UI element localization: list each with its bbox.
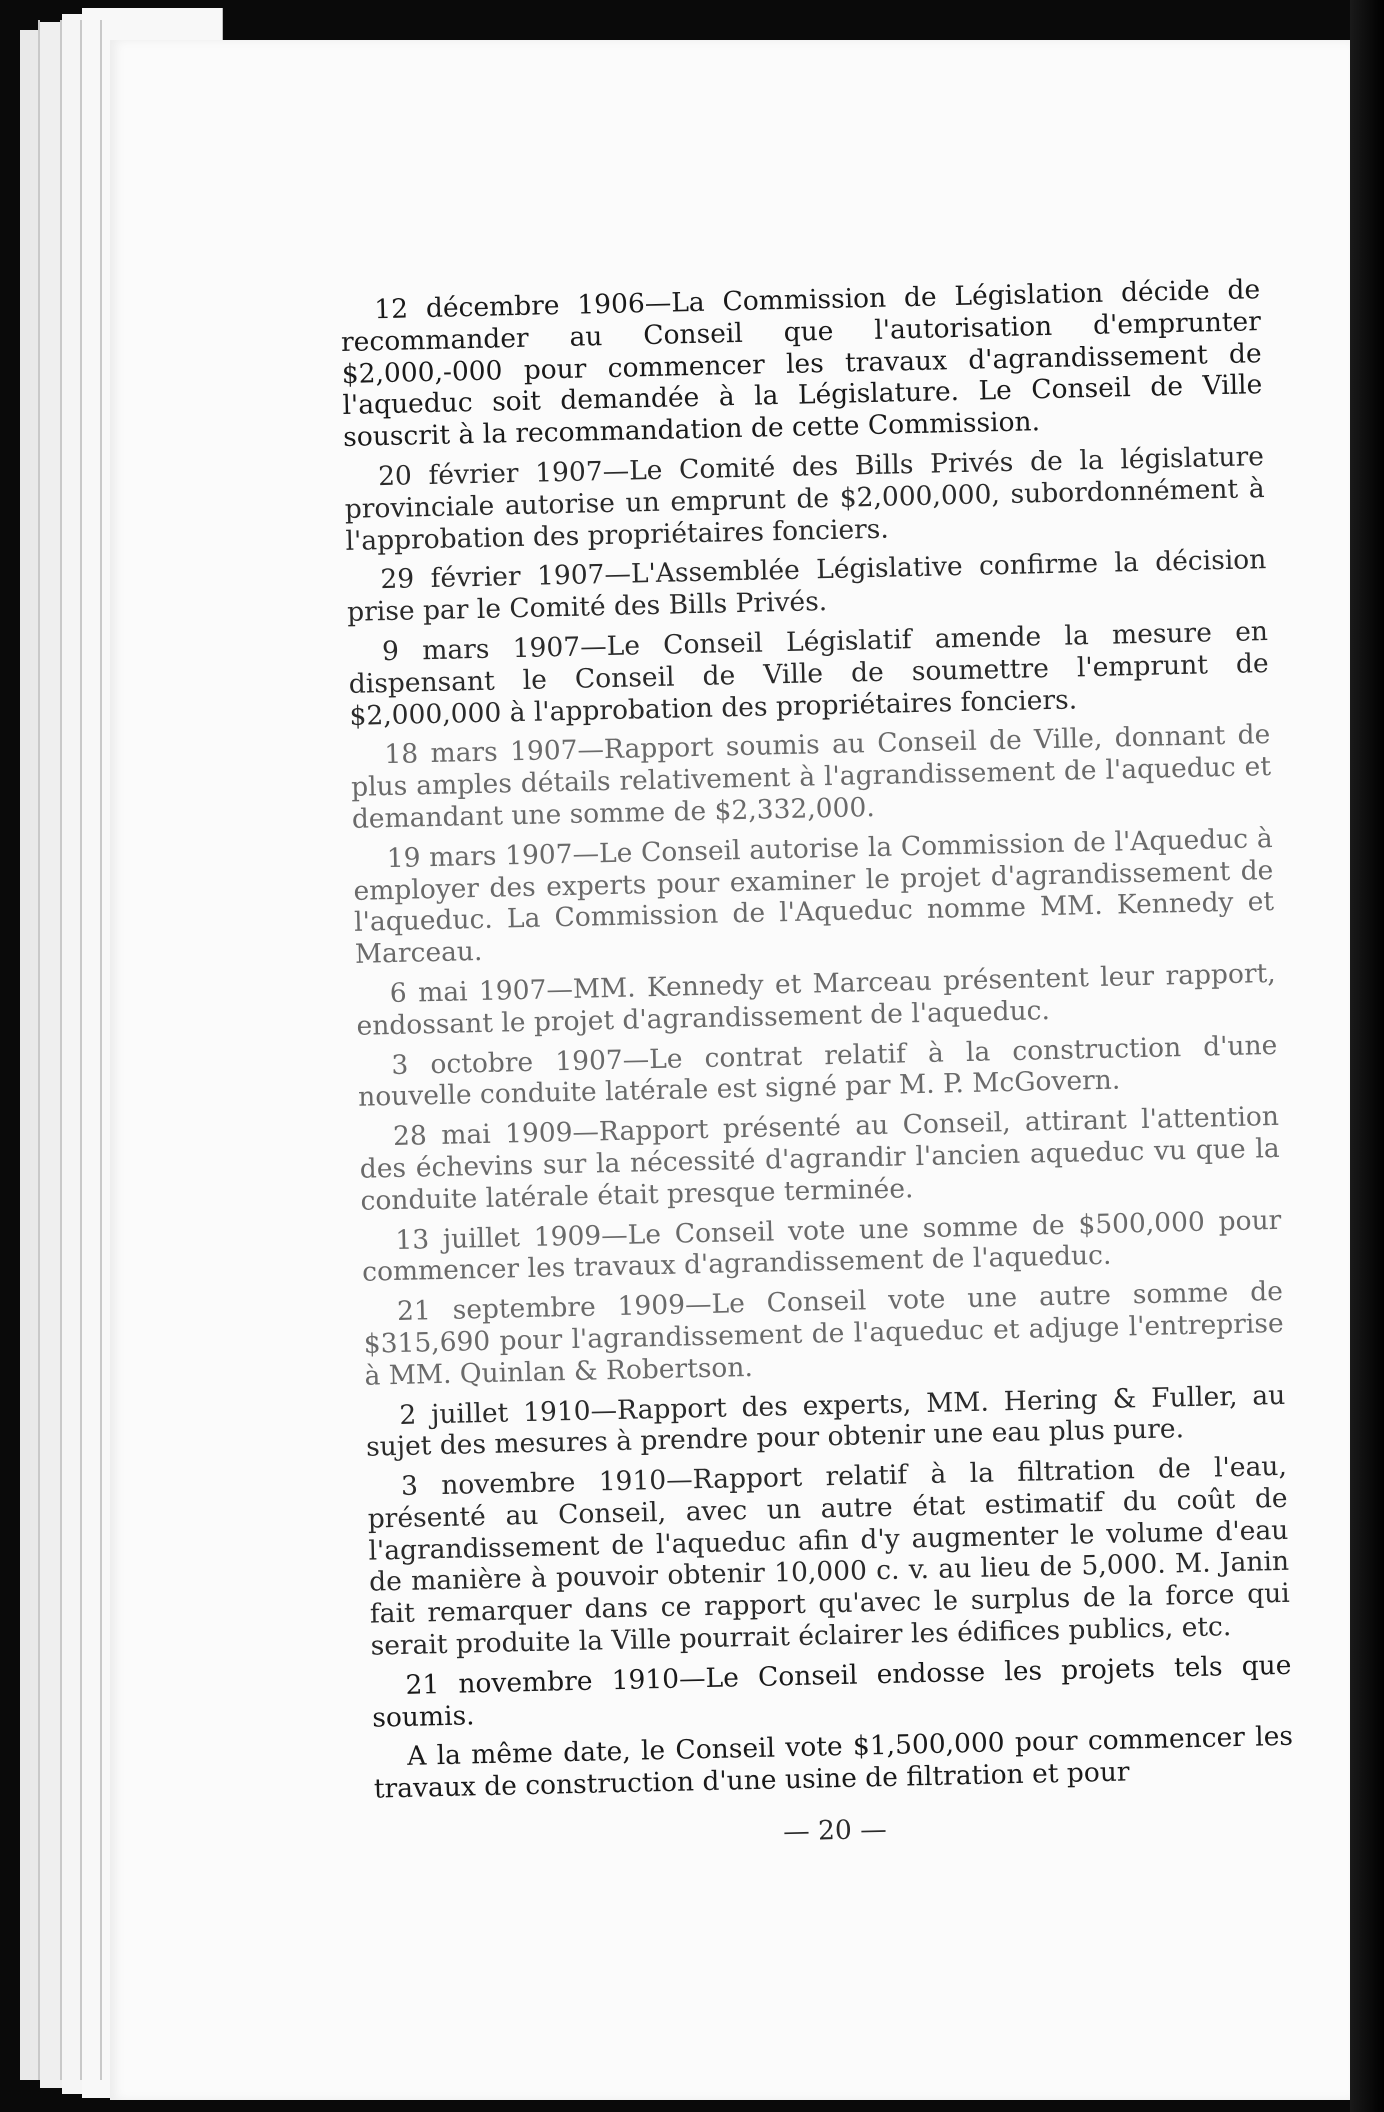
page-number: — 20 —: [782, 1814, 888, 1848]
page-edge-line: [60, 20, 62, 2080]
chronology-entry: 13 juillet 1909—Le Conseil vote une somme de $500,000 pour commencer les travaux d'agrandissement de l'aqueduc.: [361, 1204, 1282, 1289]
chronology-entry: A la même date, le Conseil vote $1,500,000 pour commencer les travaux de construction d'une usine de filtration et pour: [373, 1721, 1294, 1805]
page-edge-line: [80, 20, 82, 2080]
chronology-entry: 20 février 1907—Le Comité des Bills Privés de la législature provinciale autorise un emprunt de $2,000,000, subordonnément à l'approbation des propriétaires fonciers.: [344, 441, 1265, 557]
chronology-entry: 9 mars 1907—Le Conseil Législatif amende la mesure en dispensant le Conseil de Ville de soumettre l'emprunt de $2,000,000 à l'approbation des propriétaires fonciers.: [348, 616, 1269, 732]
chronology-entry: 21 septembre 1909—Le Conseil vote une autre somme de $315,690 pour l'agrandissement de l'aqueduc et adjuge l'entreprise à MM. Quinlan & Robertson.: [363, 1275, 1284, 1392]
chronology-entry: 12 décembre 1906—La Commission de Législation décide de recommander au Conseil que l'autorisation d'emprunter $2,000,-000 pour commencer les travaux d'agrandissement de l'aqueduc soit demandée à la Législature. Le Conseil de Ville souscrit à la recommandation de cette Commission.: [340, 274, 1263, 454]
chronology-entry: 2 juillet 1910—Rapport des experts, MM. Hering & Fuller, au sujet des mesures à prendre pour obtenir une eau plus pure.: [365, 1379, 1286, 1463]
chronology-entry: 3 novembre 1910—Rapport relatif à la filtration de l'eau, présenté au Conseil, avec un autre état estimatif du coût de l'agrandissement de l'aqueduc afin d'y augmenter le volume d'eau de manière à pouvoir obtenir 10,000 c. v. au lieu de 5,000. M. Janin fait remarquer dans ce rapport qu'avec le surplus de la force qui serait produite la Ville pourrait éclairer les édifices publics, etc.: [367, 1450, 1291, 1662]
chronology-entry: 19 mars 1907—Le Conseil autorise la Commission de l'Aqueduc à employer des experts pour examiner le projet d'agrandissement de l'aqueduc. La Commission de l'Aqueduc nomme MM. Kennedy et Marceau.: [353, 822, 1275, 970]
page-edge-line: [38, 20, 40, 2080]
page-text: [340, 274, 1295, 1857]
chronology-entry: 28 mai 1909—Rapport présenté au Conseil, attirant l'attention des échevins sur la nécessité d'agrandir l'ancien aqueduc vu que la conduite latérale était presque terminée.: [359, 1101, 1280, 1217]
chronology-entry: 6 mai 1907—MM. Kennedy et Marceau présentent leur rapport, endossant le projet d'agrandissement de l'aqueduc.: [356, 957, 1276, 1042]
scan-border: [1350, 0, 1384, 2112]
page-edge-line: [100, 20, 102, 2080]
chronology-entry: 29 février 1907—L'Assemblée Législative confirme la décision prise par le Comité des Bills Privés.: [346, 544, 1267, 629]
chronology-entry: 18 mars 1907—Rapport soumis au Conseil de Ville, donnant de plus amples détails relativement à l'agrandissement de l'aqueduc et demandant une somme de $2,332,000.: [350, 719, 1272, 835]
chronology-entry: 21 novembre 1910—Le Conseil endosse les projets tels que soumis.: [371, 1649, 1292, 1734]
chronology-entry: 3 octobre 1907—Le contrat relatif à la construction d'une nouvelle conduite latérale est signé par M. P. McGovern.: [357, 1029, 1278, 1114]
